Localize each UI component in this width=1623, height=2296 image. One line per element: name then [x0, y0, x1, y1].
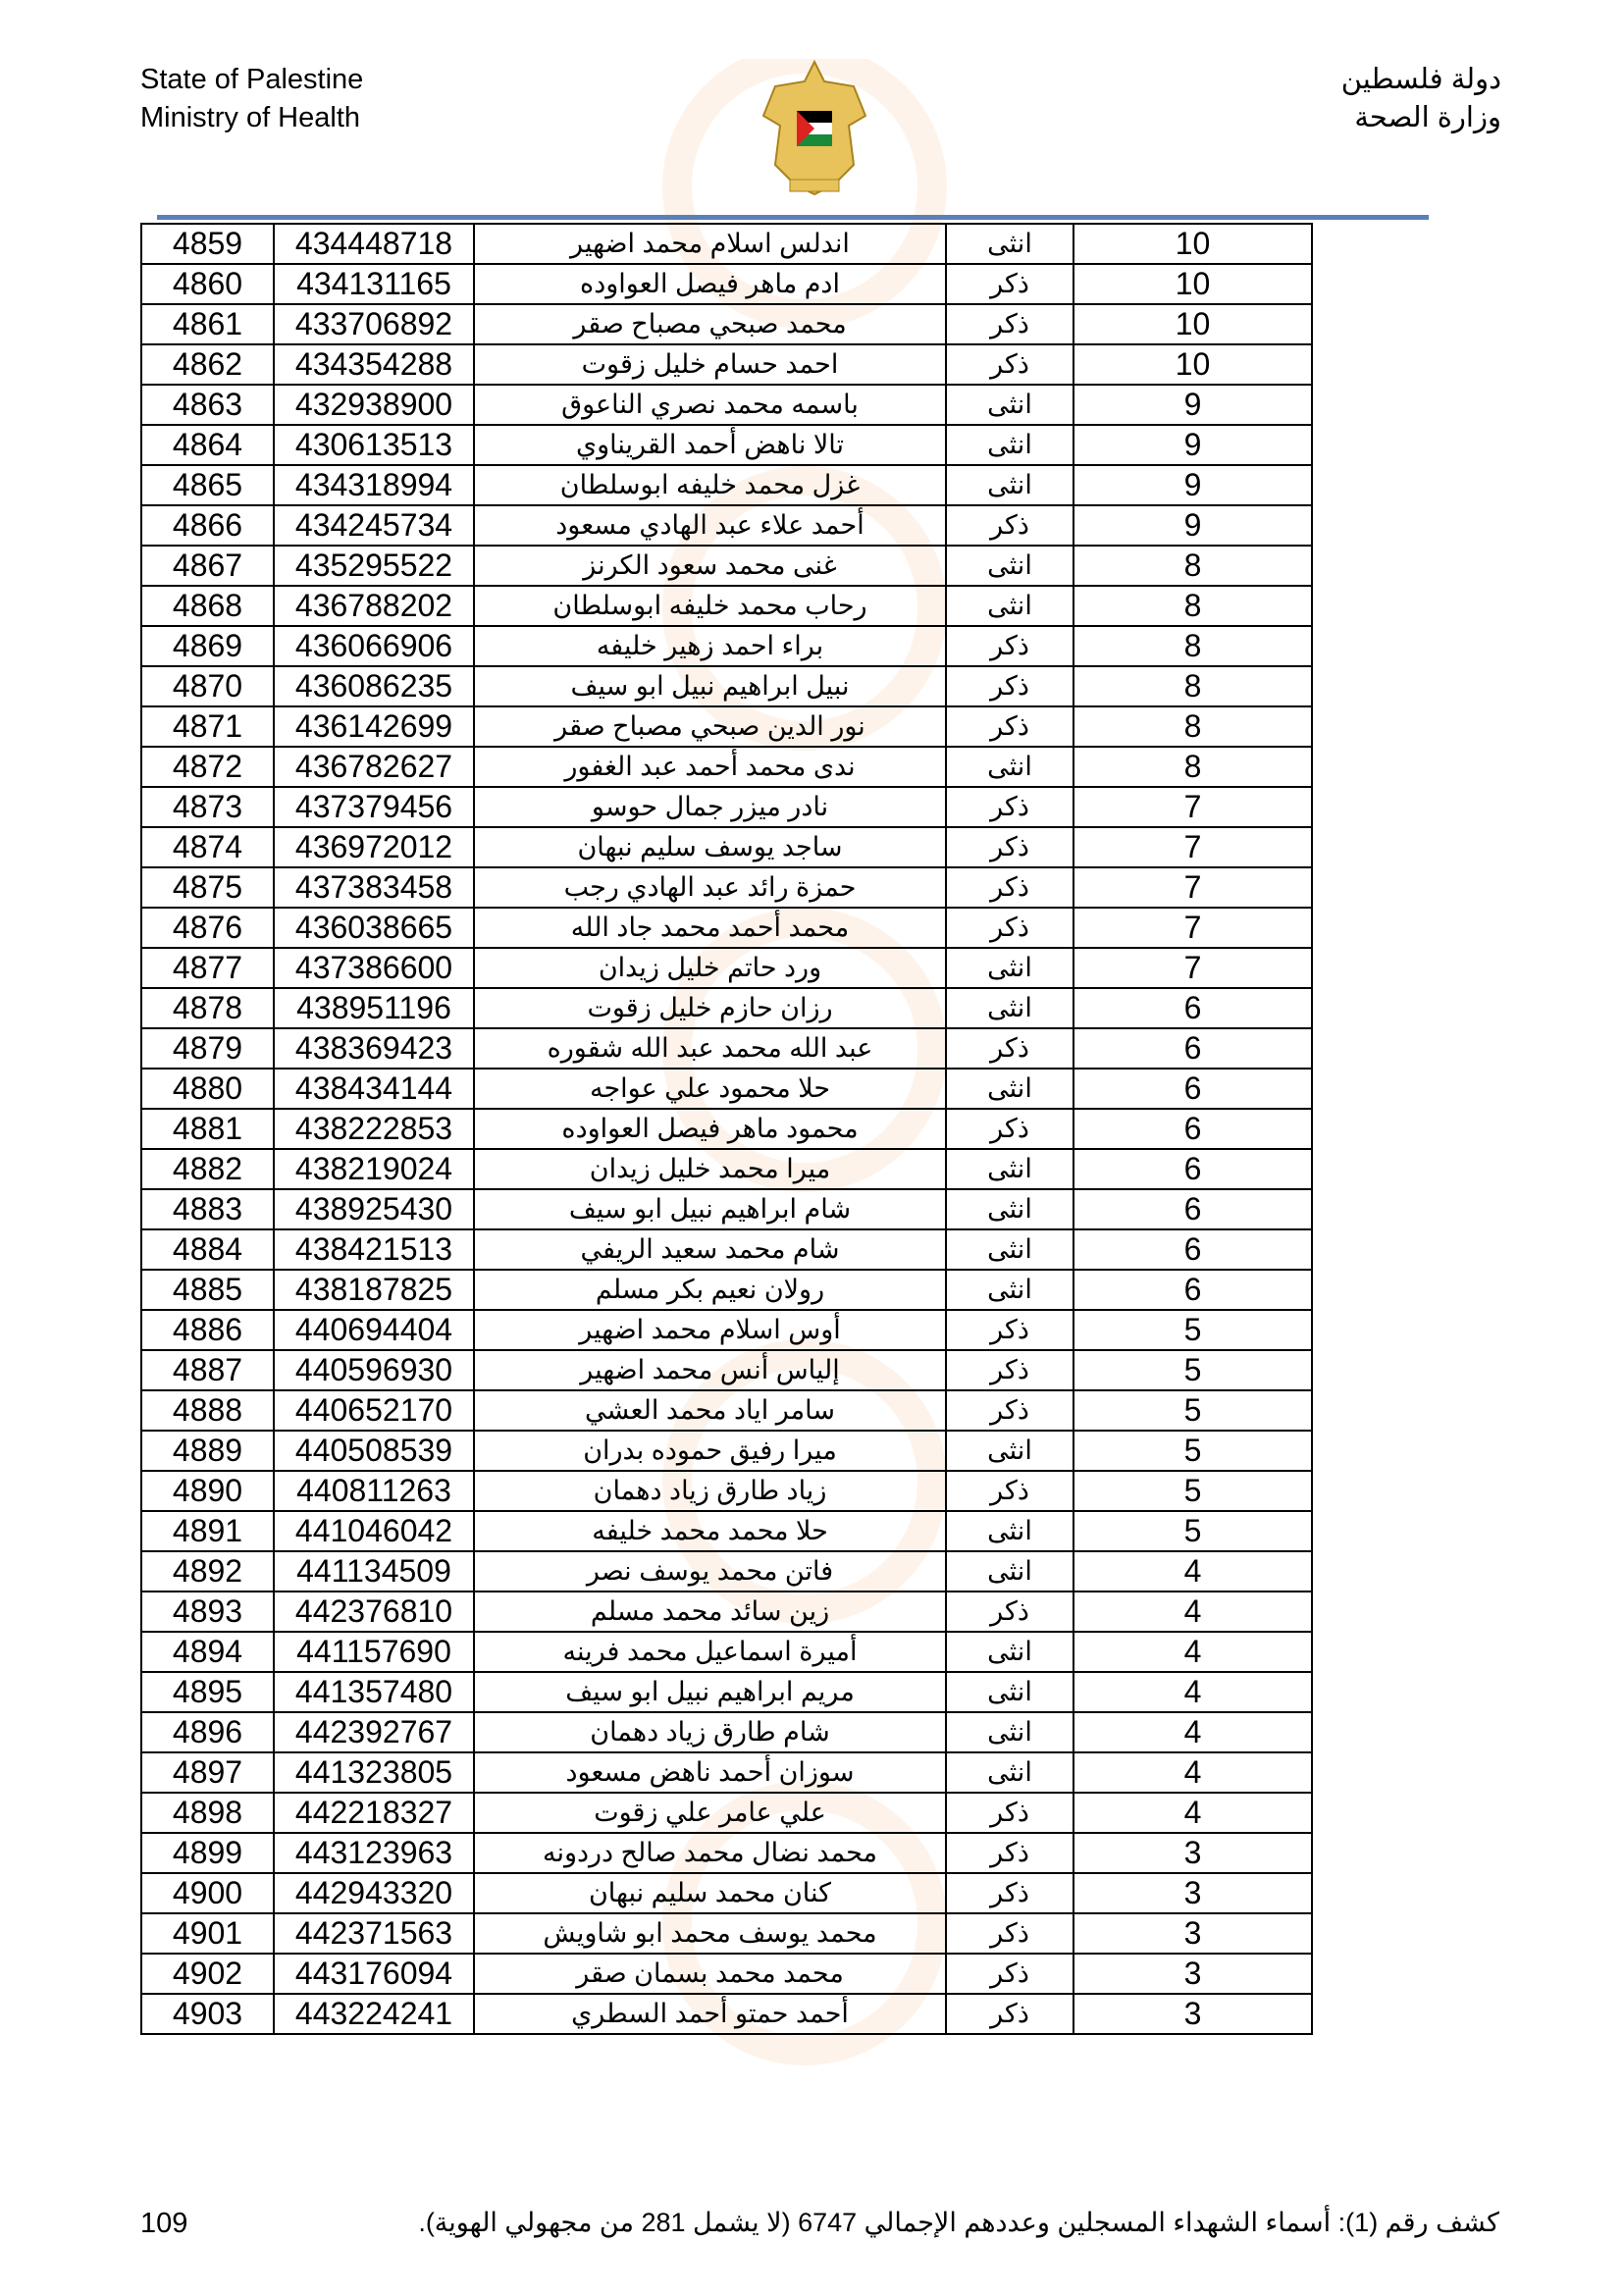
id-number-cell: 436782627 [274, 747, 474, 787]
age-cell: 3 [1073, 1913, 1312, 1954]
name-cell: حلا محمود علي عواجه [474, 1069, 946, 1109]
name-cell: مريم ابراهيم نبيل ابو سيف [474, 1672, 946, 1712]
age-cell: 8 [1073, 706, 1312, 747]
gender-cell: انثى [946, 465, 1073, 505]
serial-number-cell: 4886 [141, 1310, 274, 1350]
table-row [141, 1833, 1312, 1873]
serial-number-cell: 4870 [141, 666, 274, 706]
palestine-eagle-emblem-icon [756, 57, 873, 204]
table-row [141, 1350, 1312, 1390]
name-cell: ندى محمد أحمد عبد الغفور [474, 747, 946, 787]
id-number-cell: 441134509 [274, 1551, 474, 1592]
id-number-cell: 436086235 [274, 666, 474, 706]
age-cell: 9 [1073, 425, 1312, 465]
state-name-arabic: دولة فلسطين [1340, 64, 1501, 95]
gender-cell: انثى [946, 224, 1073, 264]
table-row [141, 224, 1312, 264]
serial-number-cell: 4882 [141, 1149, 274, 1189]
name-cell: شام ابراهيم نبيل ابو سيف [474, 1189, 946, 1229]
serial-number-cell: 4888 [141, 1390, 274, 1431]
name-cell: ميرا محمد خليل زيدان [474, 1149, 946, 1189]
age-cell: 10 [1073, 344, 1312, 385]
serial-number-cell: 4860 [141, 264, 274, 304]
table-row [141, 1873, 1312, 1913]
name-cell: تالا ناهض أحمد القريناوي [474, 425, 946, 465]
age-cell: 7 [1073, 948, 1312, 988]
name-cell: نور الدين صبحي مصباح صقر [474, 706, 946, 747]
name-cell: محمد نضال محمد صالح دردونه [474, 1833, 946, 1873]
table-row [141, 1310, 1312, 1350]
serial-number-cell: 4890 [141, 1471, 274, 1511]
gender-cell: انثى [946, 1431, 1073, 1471]
name-cell: حمزة رائد عبد الهادي رجب [474, 867, 946, 908]
name-cell: ساجد يوسف سليم نبهان [474, 827, 946, 867]
id-number-cell: 442376810 [274, 1592, 474, 1632]
id-number-cell: 436972012 [274, 827, 474, 867]
gender-cell: ذكر [946, 1109, 1073, 1149]
name-cell: محمد يوسف محمد ابو شاويش [474, 1913, 946, 1954]
id-number-cell: 436038665 [274, 908, 474, 948]
gender-cell: انثى [946, 1672, 1073, 1712]
serial-number-cell: 4897 [141, 1752, 274, 1793]
id-number-cell: 442943320 [274, 1873, 474, 1913]
serial-number-cell: 4880 [141, 1069, 274, 1109]
serial-number-cell: 4893 [141, 1592, 274, 1632]
name-cell: كنان محمد سليم نبهان [474, 1873, 946, 1913]
table-row [141, 1913, 1312, 1954]
age-cell: 6 [1073, 988, 1312, 1028]
serial-number-cell: 4869 [141, 626, 274, 666]
name-cell: باسمه محمد نصري الناعوق [474, 385, 946, 425]
age-cell: 10 [1073, 264, 1312, 304]
name-cell: ميرا رفيق حموده بدران [474, 1431, 946, 1471]
gender-cell: ذكر [946, 505, 1073, 546]
age-cell: 6 [1073, 1270, 1312, 1310]
gender-cell: انثى [946, 1069, 1073, 1109]
id-number-cell: 430613513 [274, 425, 474, 465]
id-number-cell: 436788202 [274, 586, 474, 626]
name-cell: نبيل ابراهيم نبيل ابو سيف [474, 666, 946, 706]
id-number-cell: 432938900 [274, 385, 474, 425]
serial-number-cell: 4883 [141, 1189, 274, 1229]
age-cell: 7 [1073, 867, 1312, 908]
serial-number-cell: 4862 [141, 344, 274, 385]
gender-cell: ذكر [946, 1913, 1073, 1954]
table-row [141, 1229, 1312, 1270]
age-cell: 4 [1073, 1551, 1312, 1592]
id-number-cell: 436142699 [274, 706, 474, 747]
serial-number-cell: 4881 [141, 1109, 274, 1149]
id-number-cell: 440694404 [274, 1310, 474, 1350]
id-number-cell: 433706892 [274, 304, 474, 344]
table-row [141, 344, 1312, 385]
gender-cell: ذكر [946, 827, 1073, 867]
serial-number-cell: 4887 [141, 1350, 274, 1390]
gender-cell: انثى [946, 747, 1073, 787]
age-cell: 4 [1073, 1712, 1312, 1752]
table-row [141, 1672, 1312, 1712]
table-row [141, 1149, 1312, 1189]
id-number-cell: 438925430 [274, 1189, 474, 1229]
table-row [141, 425, 1312, 465]
id-number-cell: 441157690 [274, 1632, 474, 1672]
gender-cell: انثى [946, 1189, 1073, 1229]
table-row [141, 908, 1312, 948]
name-cell: ادم ماهر فيصل العواوده [474, 264, 946, 304]
serial-number-cell: 4874 [141, 827, 274, 867]
id-number-cell: 441046042 [274, 1511, 474, 1551]
table-row [141, 867, 1312, 908]
table-row [141, 1551, 1312, 1592]
name-cell: اندلس اسلام محمد اضهير [474, 224, 946, 264]
age-cell: 9 [1073, 465, 1312, 505]
gender-cell: ذكر [946, 1994, 1073, 2034]
serial-number-cell: 4866 [141, 505, 274, 546]
serial-number-cell: 4889 [141, 1431, 274, 1471]
name-cell: محمود ماهر فيصل العواوده [474, 1109, 946, 1149]
serial-number-cell: 4892 [141, 1551, 274, 1592]
age-cell: 6 [1073, 1069, 1312, 1109]
gender-cell: ذكر [946, 787, 1073, 827]
gender-cell: انثى [946, 1551, 1073, 1592]
name-cell: إلياس أنس محمد اضهير [474, 1350, 946, 1390]
gender-cell: انثى [946, 948, 1073, 988]
id-number-cell: 438951196 [274, 988, 474, 1028]
age-cell: 10 [1073, 304, 1312, 344]
age-cell: 5 [1073, 1390, 1312, 1431]
age-cell: 4 [1073, 1793, 1312, 1833]
serial-number-cell: 4903 [141, 1994, 274, 2034]
gender-cell: انثى [946, 546, 1073, 586]
age-cell: 5 [1073, 1511, 1312, 1551]
state-name: State of Palestine [140, 64, 364, 95]
table-row [141, 304, 1312, 344]
name-cell: حلا محمد محمد خليفه [474, 1511, 946, 1551]
id-number-cell: 440508539 [274, 1431, 474, 1471]
table-row [141, 1752, 1312, 1793]
name-cell: أوس اسلام محمد اضهير [474, 1310, 946, 1350]
serial-number-cell: 4885 [141, 1270, 274, 1310]
name-cell: نادر ميزر جمال حوسو [474, 787, 946, 827]
id-number-cell: 438421513 [274, 1229, 474, 1270]
gender-cell: ذكر [946, 1471, 1073, 1511]
name-cell: زين سائد محمد مسلم [474, 1592, 946, 1632]
table-row [141, 1390, 1312, 1431]
name-cell: أحمد علاء عبد الهادي مسعود [474, 505, 946, 546]
age-cell: 5 [1073, 1310, 1312, 1350]
serial-number-cell: 4868 [141, 586, 274, 626]
serial-number-cell: 4899 [141, 1833, 274, 1873]
name-cell: ورد حاتم خليل زيدان [474, 948, 946, 988]
id-number-cell: 438187825 [274, 1270, 474, 1310]
age-cell: 4 [1073, 1632, 1312, 1672]
table-row [141, 1069, 1312, 1109]
gender-cell: انثى [946, 1712, 1073, 1752]
name-cell: رزان حازم خليل زقوت [474, 988, 946, 1028]
age-cell: 5 [1073, 1431, 1312, 1471]
serial-number-cell: 4859 [141, 224, 274, 264]
name-cell: علي عامر علي زقوت [474, 1793, 946, 1833]
gender-cell: ذكر [946, 867, 1073, 908]
martyrs-table [140, 223, 1313, 2035]
gender-cell: ذكر [946, 1350, 1073, 1390]
serial-number-cell: 4901 [141, 1913, 274, 1954]
age-cell: 3 [1073, 1833, 1312, 1873]
age-cell: 6 [1073, 1028, 1312, 1069]
age-cell: 10 [1073, 224, 1312, 264]
table-row [141, 465, 1312, 505]
header-divider [157, 215, 1429, 220]
id-number-cell: 438434144 [274, 1069, 474, 1109]
age-cell: 8 [1073, 626, 1312, 666]
gender-cell: انثى [946, 586, 1073, 626]
age-cell: 8 [1073, 666, 1312, 706]
serial-number-cell: 4902 [141, 1954, 274, 1994]
table-row [141, 1511, 1312, 1551]
name-cell: أحمد حمتو أحمد السطري [474, 1994, 946, 2034]
age-cell: 3 [1073, 1954, 1312, 1994]
serial-number-cell: 4895 [141, 1672, 274, 1712]
table-row [141, 626, 1312, 666]
table-row [141, 586, 1312, 626]
serial-number-cell: 4863 [141, 385, 274, 425]
age-cell: 6 [1073, 1149, 1312, 1189]
id-number-cell: 437379456 [274, 787, 474, 827]
gender-cell: ذكر [946, 1592, 1073, 1632]
name-cell: محمد أحمد محمد جاد الله [474, 908, 946, 948]
id-number-cell: 434131165 [274, 264, 474, 304]
gender-cell: ذكر [946, 1793, 1073, 1833]
serial-number-cell: 4871 [141, 706, 274, 747]
gender-cell: انثى [946, 425, 1073, 465]
name-cell: شام طارق زياد دهمان [474, 1712, 946, 1752]
header-right [1341, 61, 1501, 137]
table-row [141, 1028, 1312, 1069]
table-row [141, 1994, 1312, 2034]
age-cell: 5 [1073, 1350, 1312, 1390]
gender-cell: انثى [946, 1149, 1073, 1189]
gender-cell: ذكر [946, 626, 1073, 666]
serial-number-cell: 4865 [141, 465, 274, 505]
gender-cell: ذكر [946, 1310, 1073, 1350]
gender-cell: ذكر [946, 706, 1073, 747]
serial-number-cell: 4891 [141, 1511, 274, 1551]
name-cell: رحاب محمد خليفه ابوسلطان [474, 586, 946, 626]
gender-cell: ذكر [946, 344, 1073, 385]
serial-number-cell: 4876 [141, 908, 274, 948]
table-row [141, 827, 1312, 867]
table-row [141, 385, 1312, 425]
serial-number-cell: 4879 [141, 1028, 274, 1069]
age-cell: 8 [1073, 586, 1312, 626]
gender-cell: ذكر [946, 666, 1073, 706]
serial-number-cell: 4877 [141, 948, 274, 988]
serial-number-cell: 4894 [141, 1632, 274, 1672]
id-number-cell: 436066906 [274, 626, 474, 666]
age-cell: 7 [1073, 787, 1312, 827]
age-cell: 8 [1073, 747, 1312, 787]
ministry-name: Ministry of Health [140, 102, 361, 133]
gender-cell: انثى [946, 385, 1073, 425]
serial-number-cell: 4873 [141, 787, 274, 827]
id-number-cell: 437383458 [274, 867, 474, 908]
name-cell: سامر اياد محمد العشي [474, 1390, 946, 1431]
age-cell: 4 [1073, 1672, 1312, 1712]
serial-number-cell: 4867 [141, 546, 274, 586]
table-row [141, 948, 1312, 988]
table-row [141, 1471, 1312, 1511]
id-number-cell: 440652170 [274, 1390, 474, 1431]
table-row [141, 546, 1312, 586]
gender-cell: ذكر [946, 264, 1073, 304]
table-row [141, 505, 1312, 546]
ministry-name-arabic: وزارة الصحة [1354, 102, 1501, 133]
gender-cell: ذكر [946, 304, 1073, 344]
name-cell: عبد الله محمد عبد الله شقوره [474, 1028, 946, 1069]
table-row [141, 264, 1312, 304]
table-row [141, 1431, 1312, 1471]
id-number-cell: 443176094 [274, 1954, 474, 1994]
id-number-cell: 442392767 [274, 1712, 474, 1752]
gender-cell: ذكر [946, 908, 1073, 948]
age-cell: 4 [1073, 1592, 1312, 1632]
name-cell: براء احمد زهير خليفه [474, 626, 946, 666]
gender-cell: ذكر [946, 1954, 1073, 1994]
id-number-cell: 441357480 [274, 1672, 474, 1712]
gender-cell: ذكر [946, 1833, 1073, 1873]
serial-number-cell: 4884 [141, 1229, 274, 1270]
table-row [141, 1109, 1312, 1149]
serial-number-cell: 4872 [141, 747, 274, 787]
id-number-cell: 435295522 [274, 546, 474, 586]
id-number-cell: 443123963 [274, 1833, 474, 1873]
table-row [141, 666, 1312, 706]
id-number-cell: 442218327 [274, 1793, 474, 1833]
name-cell: محمد محمد بسمان صقر [474, 1954, 946, 1994]
gender-cell: انثى [946, 988, 1073, 1028]
age-cell: 7 [1073, 827, 1312, 867]
id-number-cell: 440596930 [274, 1350, 474, 1390]
age-cell: 7 [1073, 908, 1312, 948]
table-row [141, 988, 1312, 1028]
table-row [141, 787, 1312, 827]
id-number-cell: 441323805 [274, 1752, 474, 1793]
header-left [140, 61, 363, 137]
id-number-cell: 438222853 [274, 1109, 474, 1149]
footer-caption: كشف رقم (1): أسماء الشهداء المسجلين وعددهم الإجمالي 6747 (لا يشمل 281 من مجهولي الهوية). [418, 2208, 1499, 2237]
table-row [141, 1592, 1312, 1632]
name-cell: شام محمد سعيد الريفي [474, 1229, 946, 1270]
id-number-cell: 442371563 [274, 1913, 474, 1954]
page-number: 109 [140, 2208, 188, 2239]
age-cell: 5 [1073, 1471, 1312, 1511]
gender-cell: انثى [946, 1511, 1073, 1551]
age-cell: 6 [1073, 1189, 1312, 1229]
name-cell: سوزان أحمد ناهض مسعود [474, 1752, 946, 1793]
name-cell: زياد طارق زياد دهمان [474, 1471, 946, 1511]
table-row [141, 706, 1312, 747]
age-cell: 6 [1073, 1109, 1312, 1149]
table-row [141, 1270, 1312, 1310]
gender-cell: انثى [946, 1632, 1073, 1672]
table-row [141, 1189, 1312, 1229]
table-row [141, 1712, 1312, 1752]
table-row [141, 1632, 1312, 1672]
id-number-cell: 434245734 [274, 505, 474, 546]
table-row [141, 1954, 1312, 1994]
gender-cell: ذكر [946, 1028, 1073, 1069]
age-cell: 9 [1073, 385, 1312, 425]
serial-number-cell: 4900 [141, 1873, 274, 1913]
name-cell: محمد صبحي مصباح صقر [474, 304, 946, 344]
serial-number-cell: 4864 [141, 425, 274, 465]
id-number-cell: 437386600 [274, 948, 474, 988]
id-number-cell: 440811263 [274, 1471, 474, 1511]
gender-cell: انثى [946, 1270, 1073, 1310]
serial-number-cell: 4861 [141, 304, 274, 344]
id-number-cell: 434448718 [274, 224, 474, 264]
serial-number-cell: 4878 [141, 988, 274, 1028]
name-cell: غزل محمد خليفه ابوسلطان [474, 465, 946, 505]
gender-cell: انثى [946, 1229, 1073, 1270]
serial-number-cell: 4898 [141, 1793, 274, 1833]
name-cell: غنى محمد سعود الكرنز [474, 546, 946, 586]
serial-number-cell: 4896 [141, 1712, 274, 1752]
id-number-cell: 434318994 [274, 465, 474, 505]
gender-cell: ذكر [946, 1873, 1073, 1913]
table-row [141, 1793, 1312, 1833]
name-cell: فاتن محمد يوسف نصر [474, 1551, 946, 1592]
name-cell: احمد حسام خليل زقوت [474, 344, 946, 385]
serial-number-cell: 4875 [141, 867, 274, 908]
id-number-cell: 438219024 [274, 1149, 474, 1189]
age-cell: 3 [1073, 1873, 1312, 1913]
name-cell: أميرة اسماعيل محمد فرينه [474, 1632, 946, 1672]
gender-cell: انثى [946, 1752, 1073, 1793]
age-cell: 3 [1073, 1994, 1312, 2034]
age-cell: 8 [1073, 546, 1312, 586]
name-cell: رولان نعيم بكر مسلم [474, 1270, 946, 1310]
table-row [141, 747, 1312, 787]
id-number-cell: 443224241 [274, 1994, 474, 2034]
id-number-cell: 438369423 [274, 1028, 474, 1069]
id-number-cell: 434354288 [274, 344, 474, 385]
age-cell: 9 [1073, 505, 1312, 546]
age-cell: 4 [1073, 1752, 1312, 1793]
age-cell: 6 [1073, 1229, 1312, 1270]
gender-cell: ذكر [946, 1390, 1073, 1431]
